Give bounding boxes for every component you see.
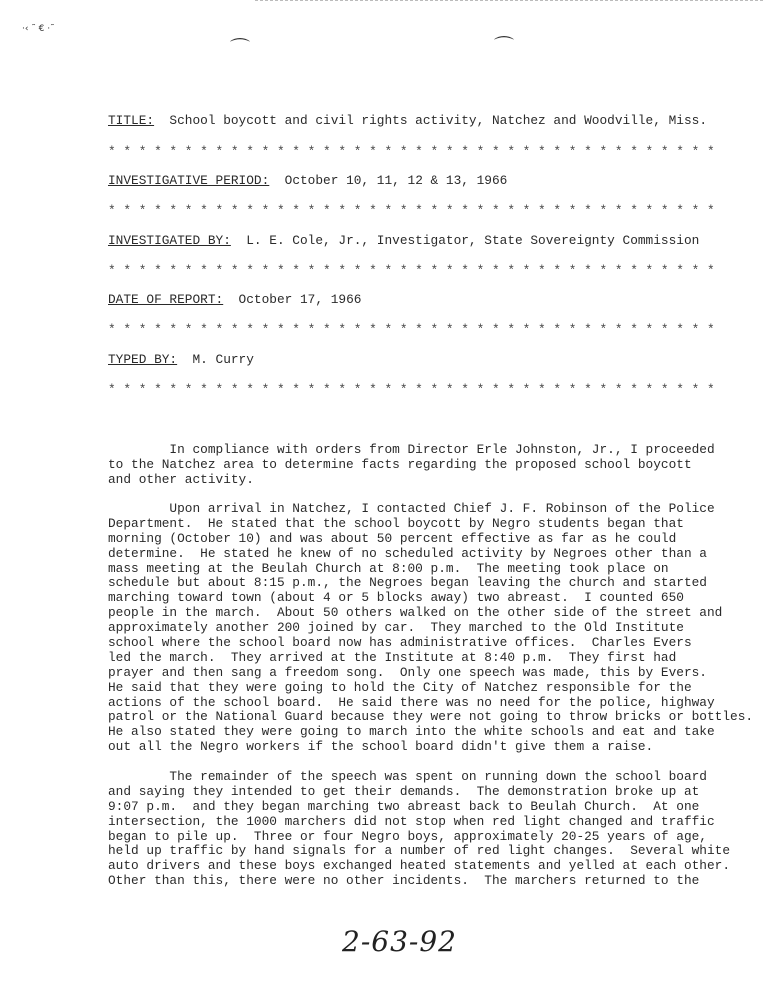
header-field	[108, 292, 361, 307]
text-line: people in the march. About 50 others walked on the other side of the street and	[108, 605, 723, 621]
paragraph	[108, 443, 715, 488]
header-label: INVESTIGATIVE PERIOD:	[108, 173, 270, 188]
header-value: M. Curry	[177, 352, 254, 367]
text-line: began to pile up. Three or four Negro boys, approximately 20-25 years of age,	[108, 828, 707, 844]
text-line: to the Natchez area to determine facts regarding the proposed school boycott	[108, 456, 692, 472]
text-line: and other activity.	[108, 471, 254, 487]
text-line: prayer and then sang a freedom song. Only one speech was made, this by Evers.	[108, 664, 707, 680]
top-edge-dashes	[255, 0, 763, 1]
scan-speck: ·‹ ˜ € ·˜	[22, 24, 55, 34]
header-field	[108, 352, 254, 367]
text-line: mass meeting at the Beulah Church at 8:00 p.m. The meeting took place on	[108, 560, 669, 576]
text-line: and saying they intended to get their demands. The demonstration broke up at	[108, 783, 700, 799]
header-value: October 17, 1966	[223, 292, 362, 307]
asterisk-separator: * * * * * * * * * * * * * * * * * * * * * * * * * * * * * * * * * * * * * * * *	[108, 322, 715, 337]
header-field	[108, 173, 507, 188]
text-line: Other than this, there were no other incidents. The marchers returned to the	[108, 873, 700, 889]
asterisk-separator: * * * * * * * * * * * * * * * * * * * * * * * * * * * * * * * * * * * * * * * *	[108, 144, 715, 159]
handwritten-page-number: 2-63-92	[342, 925, 457, 958]
text-line: He said that they were going to hold the City of Natchez responsible for the	[108, 679, 692, 695]
text-line: schedule but about 8:15 p.m., the Negroes began leaving the church and started	[108, 575, 707, 591]
text-line: school where the school board now has administrative offices. Charles Evers	[108, 635, 692, 651]
text-line: intersection, the 1000 marchers did not stop when red light changed and traffic	[108, 813, 715, 829]
text-line: Department. He stated that the school boycott by Negro students began that	[108, 515, 684, 531]
text-line: 9:07 p.m. and they began marching two abreast back to Beulah Church. At one	[108, 798, 700, 814]
text-line: Upon arrival in Natchez, I contacted Chief J. F. Robinson of the Police	[108, 501, 715, 516]
text-line: actions of the school board. He said there was no need for the police, highway	[108, 694, 715, 710]
text-line: held up traffic by hand signals for a number of red light changes. Several white	[108, 843, 731, 859]
punch-mark-right: ⌒	[494, 34, 514, 58]
text-line: led the march. They arrived at the Institute at 8:40 p.m. They first had	[108, 649, 677, 665]
header-label: INVESTIGATED BY:	[108, 233, 231, 248]
header-value: L. E. Cole, Jr., Investigator, State Sovereignty Commission	[230, 233, 700, 248]
text-line: out all the Negro workers if the school board didn't give them a raise.	[108, 739, 654, 755]
header-value: School boycott and civil rights activity, Natchez and Woodville, Miss.	[154, 113, 707, 128]
punch-mark-left: ⌒	[230, 36, 250, 60]
header-field	[108, 233, 699, 248]
header-label: DATE OF REPORT:	[108, 292, 224, 307]
header-value: October 10, 11, 12 & 13, 1966	[269, 173, 508, 188]
text-line: patrol or the National Guard because they were not going to throw bricks or bottles.	[108, 709, 754, 725]
text-line: marching toward town (about 4 or 5 blocks away) two abreast. I counted 650	[108, 590, 684, 606]
text-line: determine. He stated he knew of no scheduled activity by Negroes other than a	[108, 545, 707, 561]
paragraph	[108, 502, 753, 755]
asterisk-separator: * * * * * * * * * * * * * * * * * * * * * * * * * * * * * * * * * * * * * * * *	[108, 382, 715, 397]
header-label: TYPED BY:	[108, 352, 178, 367]
text-line: morning (October 10) and was about 50 percent effective as far as he could	[108, 530, 677, 546]
asterisk-separator: * * * * * * * * * * * * * * * * * * * * * * * * * * * * * * * * * * * * * * * *	[108, 203, 715, 218]
asterisk-separator: * * * * * * * * * * * * * * * * * * * * * * * * * * * * * * * * * * * * * * * *	[108, 263, 715, 278]
header-label: TITLE:	[108, 113, 155, 128]
text-line: The remainder of the speech was spent on running down the school board	[108, 769, 707, 784]
paragraph	[108, 770, 730, 889]
text-line: In compliance with orders from Director Erle Johnston, Jr., I proceeded	[108, 442, 715, 457]
text-line: He also stated they were going to march into the white schools and eat and take	[108, 724, 715, 740]
text-line: auto drivers and these boys exchanged heated statements and yelled at each other.	[108, 858, 731, 874]
text-line: approximately another 200 joined by car. They marched to the Old Institute	[108, 620, 684, 636]
header-field	[108, 113, 707, 128]
